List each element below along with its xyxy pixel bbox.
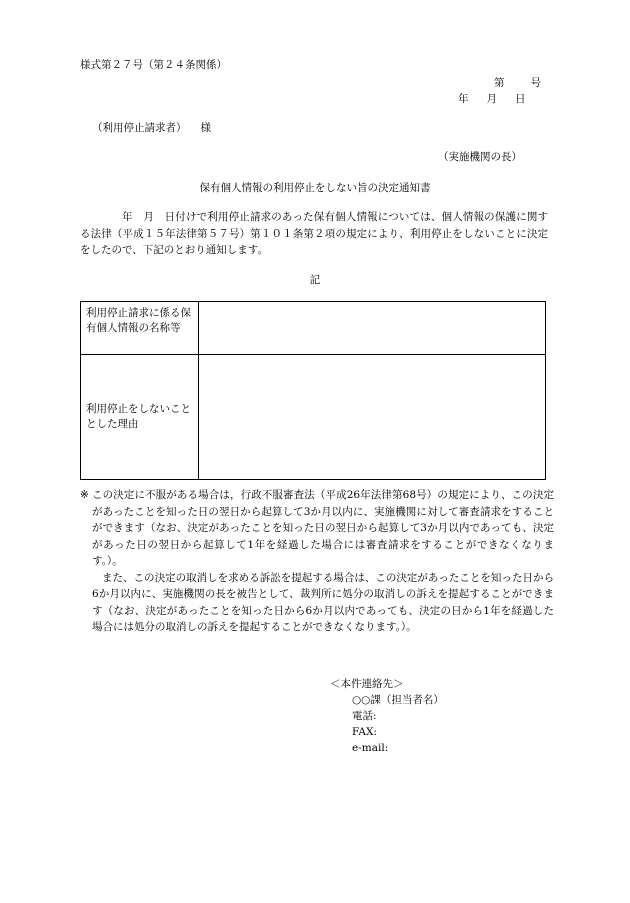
info-table (80, 301, 546, 480)
ki-heading: 記 (309, 274, 321, 286)
row1-value (199, 302, 546, 355)
date-year: 年 (458, 93, 469, 105)
doc-number-label: 第 (494, 77, 505, 89)
document-number (494, 76, 541, 92)
addressee (92, 121, 211, 137)
row1-label: 利用停止請求に係る保有個人情報の名称等 (81, 302, 199, 355)
date-day: 日 (515, 93, 526, 105)
notes (80, 487, 554, 636)
date-month: 月 (486, 93, 497, 105)
row2-label: 利用停止をしないこととした理由 (81, 355, 199, 480)
table-row (81, 302, 546, 355)
note-paragraph-2: また、この決定の取消しを求める訴訟を提起する場合は、この決定があったことを知った日から6か月以内に、実施機関の長を被告として、裁判所に処分の取消しの訴えを提起することができます（なお、決定があったことを知った日から6か月以内であっても、決定の日から1年を経過した場合には処分の取消しの訴えを提起することができなくなります。）。 (92, 571, 554, 633)
sender: （実施機関の長） (438, 151, 522, 163)
form-number: 様式第２７号（第２４条関係） (80, 59, 227, 71)
contact-email: e-mail: (352, 742, 389, 754)
note-mark: ※ (80, 489, 89, 501)
addressee-name: （利用停止請求者） (92, 122, 187, 134)
contact-fax: FAX: (352, 726, 377, 738)
doc-number-suffix: 号 (530, 77, 541, 89)
contact-department: ○○課（担当者名） (352, 694, 444, 706)
document-date (458, 92, 526, 108)
row2-value (199, 355, 546, 480)
note-paragraph-1: この決定に不服がある場合は，行政不服審査法（平成26年法律第68号）の規定により、この決定があったことを知った日の翌日から起算して3か月以内に、実施機関に対して審査請求をすることができます（なお、決定があったことを知った日の翌日から起算して3か月以内であっても、決定があった日の翌日から起算して1年を経過した場合には審査請求をすることができなくなります。）。 (92, 489, 554, 567)
table-row (81, 355, 546, 480)
addressee-honorific: 様 (200, 122, 211, 134)
contact-block (330, 676, 444, 756)
contact-phone: 電話: (352, 710, 377, 722)
contact-heading: ＜本件連絡先＞ (330, 678, 404, 690)
document-title: 保有個人情報の利用停止をしない旨の決定通知書 (199, 182, 431, 194)
body-text: 年 月 日付けで利用停止請求のあった保有個人情報については、個人情報の保護に関する法律（平成１５年法律第５７号）第１０１条第２項の規定により、利用停止をしないことに決定をしたので、下記のとおり通知します。 (80, 211, 548, 256)
